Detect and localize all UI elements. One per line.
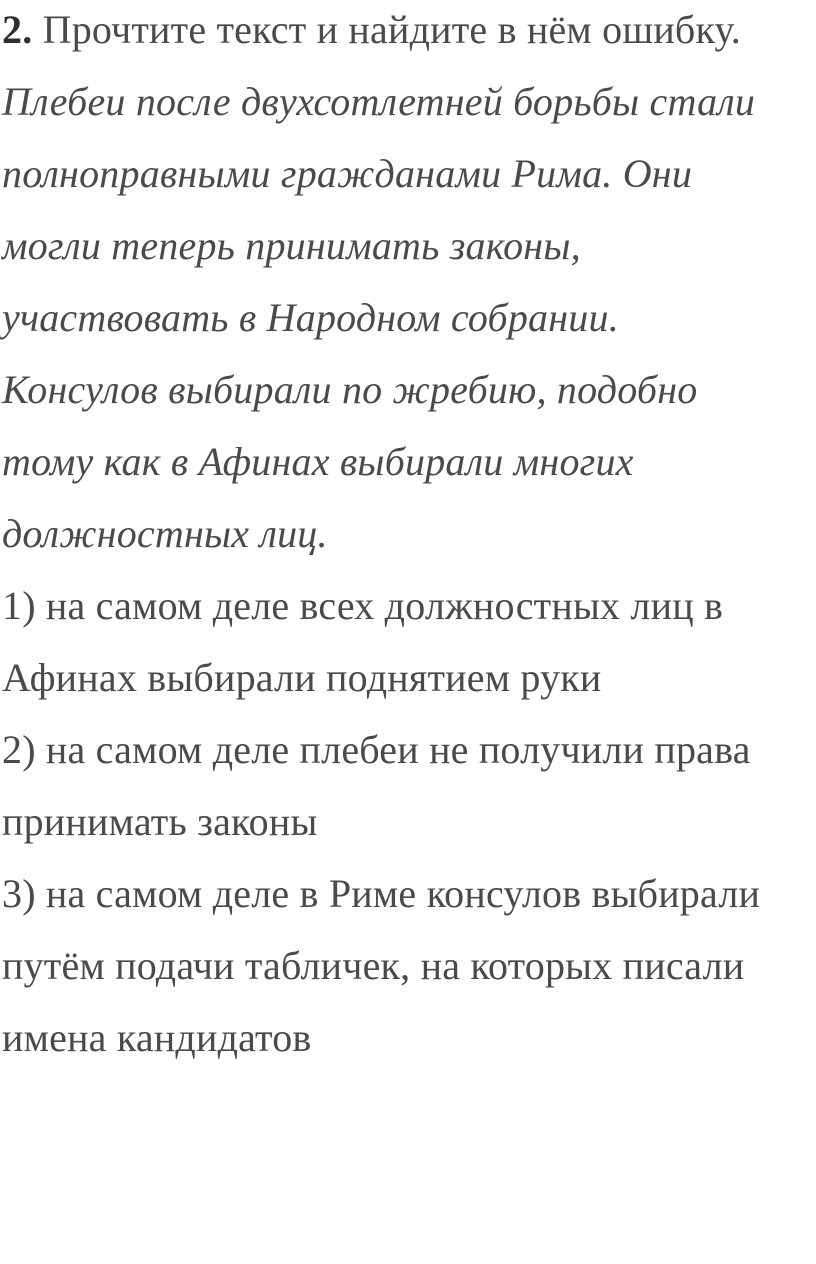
passage-line: Консулов выбирали по жребию, подобно — [2, 367, 698, 412]
task-instruction: Прочтите текст и найдите в нём ошибку. — [42, 7, 741, 52]
option-line: 1) на самом деле всех должностных лиц в — [2, 583, 724, 628]
passage-line: должностных лиц. — [2, 511, 328, 556]
passage-line: участвовать в Народном собрании. — [2, 295, 619, 340]
task-heading — [2, 6, 741, 54]
passage-line: тому как в Афинах выбирали многих — [2, 439, 634, 484]
passage-line: Плебеи после двухсотлетней борьбы стали — [2, 79, 756, 124]
option-line: принимать законы — [2, 799, 318, 844]
option-line: имена кандидатов — [2, 1015, 312, 1060]
passage-line: могли теперь принимать законы, — [2, 223, 581, 268]
task-number: 2. — [2, 7, 33, 52]
option-line: Афинах выбирали поднятием руки — [2, 655, 602, 700]
option-line: 2) на самом деле плебеи не получили права — [2, 727, 751, 772]
option-line: путём подачи табличек, на которых писали — [2, 943, 745, 988]
passage-line: полноправными гражданами Рима. Они — [2, 151, 693, 196]
option-line: 3) на самом деле в Риме консулов выбирали — [2, 871, 761, 916]
